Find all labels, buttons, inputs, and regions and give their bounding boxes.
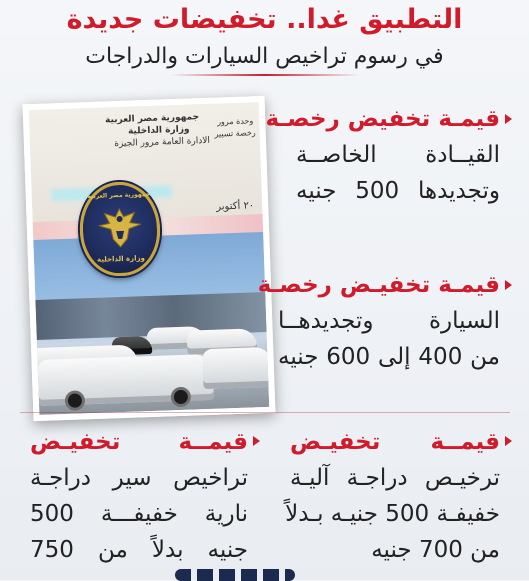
bullet-icon — [505, 114, 512, 124]
card-line-type: رخصة تسيير — [214, 128, 256, 139]
block1-line1: قيمـة تخفيض رخصـة — [265, 106, 500, 132]
info-block-driving-license — [265, 101, 500, 209]
block4-line3: نارية خفيفـــة 500 — [30, 501, 248, 527]
info-block-light-motorcycle — [30, 424, 248, 568]
block2-line1: قيمـة تخفيـض رخصـة — [257, 272, 500, 298]
divider — [20, 412, 510, 413]
block3-line2: ترخيـص دراجـة آليـة — [290, 465, 500, 491]
wheel-icon — [65, 390, 86, 411]
block2-line2: السيارة وتجديدهــا — [278, 308, 500, 334]
card-line-unit: وحدة مرور — [216, 116, 254, 127]
bullet-icon — [253, 436, 260, 446]
block1-line3: وتجديدها 500 جنيه — [296, 178, 500, 204]
photo-car — [202, 347, 273, 389]
block3-line3: خفيفـة 500 جنيـه بـدلاً — [285, 501, 500, 527]
bullet-icon — [505, 436, 512, 446]
page-subtitle: في رسوم تراخيص السيارات والدراجات — [85, 44, 444, 69]
info-block-motor-bike — [285, 424, 500, 568]
bullet-icon — [505, 280, 512, 290]
emblem-top-text: جمهورية مصر العربية — [87, 190, 151, 201]
info-block-car-license — [257, 267, 500, 375]
emblem-bottom-text: وزارة الداخلية — [96, 254, 146, 264]
block2-line3: من 400 إلى 600 جنيه — [278, 344, 500, 370]
block4-line4: جنيه بدلاً من 750 — [30, 537, 248, 563]
page-title: التطبيق غدا.. تخفيضات جديدة — [66, 4, 463, 35]
card-line-directorate: الادارة العامة مرور الجيزة — [114, 135, 211, 150]
header — [0, 0, 529, 82]
license-card-photo — [23, 96, 276, 421]
block3-line4: من 700 جنيه — [371, 537, 500, 563]
block4-line1: قيمــة تخفيـض — [30, 429, 248, 455]
eagle-icon — [96, 204, 144, 252]
photo-car-front — [37, 354, 213, 406]
block1-line2: القيــادة الخاصــة — [296, 142, 500, 168]
subtitle-underline — [170, 74, 360, 76]
card-line-date: ٢٠ أكتوبر — [216, 200, 255, 213]
card-line-ministry: وزارة الداخلية — [127, 124, 190, 137]
block4-line2: تراخيص سير دراجـة — [30, 465, 248, 491]
block3-line1: قيمــة تخفيـض — [290, 429, 500, 455]
card-line-country: جمهورية مصر العربية — [104, 112, 200, 126]
footer-decoration — [175, 569, 295, 581]
wheel-icon — [171, 387, 192, 408]
